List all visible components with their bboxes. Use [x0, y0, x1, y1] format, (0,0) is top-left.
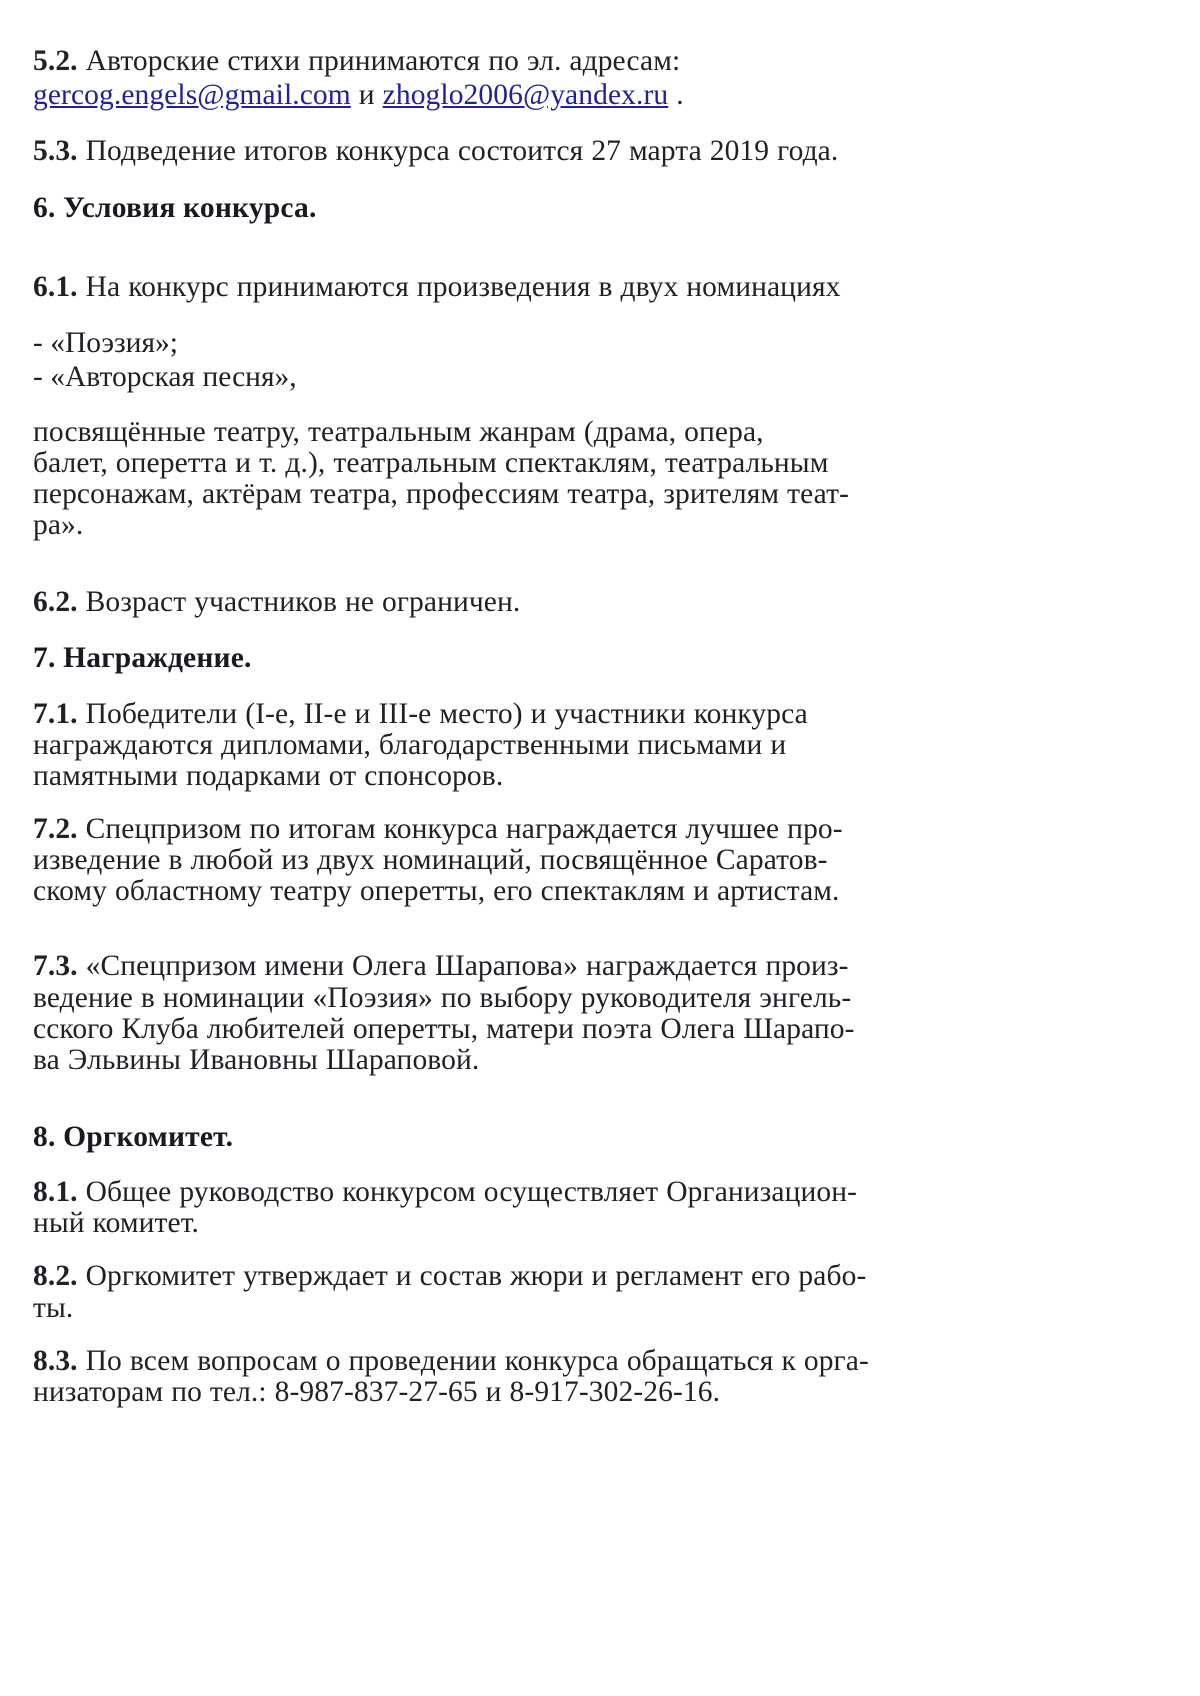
nomination-item-poetry: - «Поэзия»;	[33, 327, 178, 360]
clause-6-1-number: 6.1.	[33, 271, 78, 304]
clause-6-2-number: 6.2.	[33, 586, 78, 619]
clause-5-3-number: 5.3.	[33, 135, 78, 168]
clause-7-1-number: 7.1.	[33, 697, 78, 730]
clause-6-1-continuation	[33, 417, 1073, 541]
clause-5-2-trailing: .	[668, 79, 684, 112]
clause-7-2-line-2: изведение в любой из двух номинаций, посвящённое Саратов-	[33, 844, 828, 877]
clause-6-1	[33, 270, 1073, 304]
clause-8-1-line-2: ный комитет.	[33, 1207, 199, 1240]
spacer	[33, 395, 1073, 417]
clause-5-2	[33, 44, 1073, 112]
clause-6-1-cont-line-1: посвящённые театру, театральным жанрам (драма, опера,	[33, 415, 764, 448]
clause-6-2	[33, 585, 1073, 619]
clause-8-3	[33, 1346, 1073, 1408]
clause-8-2	[33, 1261, 1073, 1323]
clause-8-2-number: 8.2.	[33, 1260, 78, 1293]
clause-7-1-line-3: памятными подарками от спонсоров.	[33, 759, 504, 792]
clause-7-3-line-1: «Спецпризом имени Олега Шарапова» награждается произ-	[77, 950, 849, 983]
document-body	[33, 44, 1073, 1408]
clause-6-1-cont-line-2: балет, оперетта и т. д.), театральным спектаклям, театральным	[33, 446, 829, 479]
spacer	[33, 541, 1073, 585]
clause-7-1-line-1: Победители (I-е, II-е и III-е место) и участники конкурса	[77, 697, 808, 730]
clause-8-1-line-1: Общее руководство конкурсом осуществляет Организацион-	[77, 1176, 858, 1209]
clause-5-2-text: Авторские стихи принимаются по эл. адресам:	[77, 45, 681, 77]
clause-7-2	[33, 814, 1073, 907]
spacer	[33, 226, 1073, 270]
clause-8-3-number: 8.3.	[33, 1344, 78, 1377]
spacer	[33, 304, 1073, 326]
nomination-item-song: - «Авторская песня»,	[33, 361, 297, 394]
clause-7-3-line-2: ведение в номинации «Поэзия» по выбору руководителя энгель-	[33, 981, 852, 1014]
spacer	[33, 1155, 1073, 1177]
clause-6-2-text: Возраст участников не ограничен.	[77, 586, 521, 619]
clause-7-1-line-2: награждаются дипломами, благодарственными письмами и	[33, 728, 787, 761]
clause-7-2-line-3: скому областному театру оперетты, его спектаклям и артистам.	[33, 875, 840, 908]
clause-7-1	[33, 699, 1073, 792]
email-link-yandex[interactable]: zhoglo2006@yandex.ru	[382, 79, 669, 112]
spacer	[33, 1324, 1073, 1346]
clause-7-3-line-3: сского Клуба любителей оперетты, матери поэта Олега Шарапо-	[33, 1012, 855, 1045]
spacer	[33, 169, 1073, 191]
clause-5-3-text: Подведение итогов конкурса состоится 27 марта 2019 года.	[77, 135, 839, 168]
spacer	[33, 1076, 1073, 1120]
clause-6-1-cont-line-4: ра».	[33, 509, 84, 542]
clause-6-1-text: На конкурс принимаются произведения в двух номинациях	[77, 271, 841, 304]
clause-8-1	[33, 1177, 1073, 1239]
clause-5-2-conjunction: и	[350, 79, 383, 112]
spacer	[33, 792, 1073, 814]
clause-5-3	[33, 134, 1073, 168]
spacer	[33, 907, 1073, 951]
clause-8-2-line-1: Оргкомитет утверждает и состав жюри и регламент его рабо-	[77, 1260, 867, 1293]
section-heading-6: 6. Условия конкурса.	[33, 191, 317, 224]
clause-6-1-cont-line-3: персонажам, актёрам театра, профессиям театра, зрителям теат-	[33, 477, 850, 510]
clause-7-3-number: 7.3.	[33, 950, 78, 983]
spacer	[33, 1239, 1073, 1261]
section-heading-7: 7. Награждение.	[33, 642, 252, 675]
spacer	[33, 619, 1073, 641]
clause-7-3	[33, 951, 1073, 1075]
clause-7-2-line-1: Спецпризом по итогам конкурса награждается лучшее про-	[77, 813, 843, 846]
section-heading-8: 8. Оргкомитет.	[33, 1120, 234, 1153]
spacer	[33, 112, 1073, 134]
clause-8-3-line-2: низаторам по тел.: 8-987-837-27-65 и 8-917-302-26-16.	[33, 1375, 721, 1408]
email-link-gmail[interactable]: gercog.engels@gmail.com	[33, 79, 351, 112]
clause-5-2-number: 5.2.	[33, 45, 78, 77]
clause-7-2-number: 7.2.	[33, 813, 78, 846]
clause-8-1-number: 8.1.	[33, 1176, 78, 1209]
clause-8-2-line-2: ты.	[33, 1291, 74, 1324]
clause-8-3-line-1: По всем вопросам о проведении конкурса обращаться к орга-	[77, 1344, 869, 1377]
clause-7-3-line-4: ва Эльвины Ивановны Шараповой.	[33, 1043, 480, 1076]
spacer	[33, 677, 1073, 699]
